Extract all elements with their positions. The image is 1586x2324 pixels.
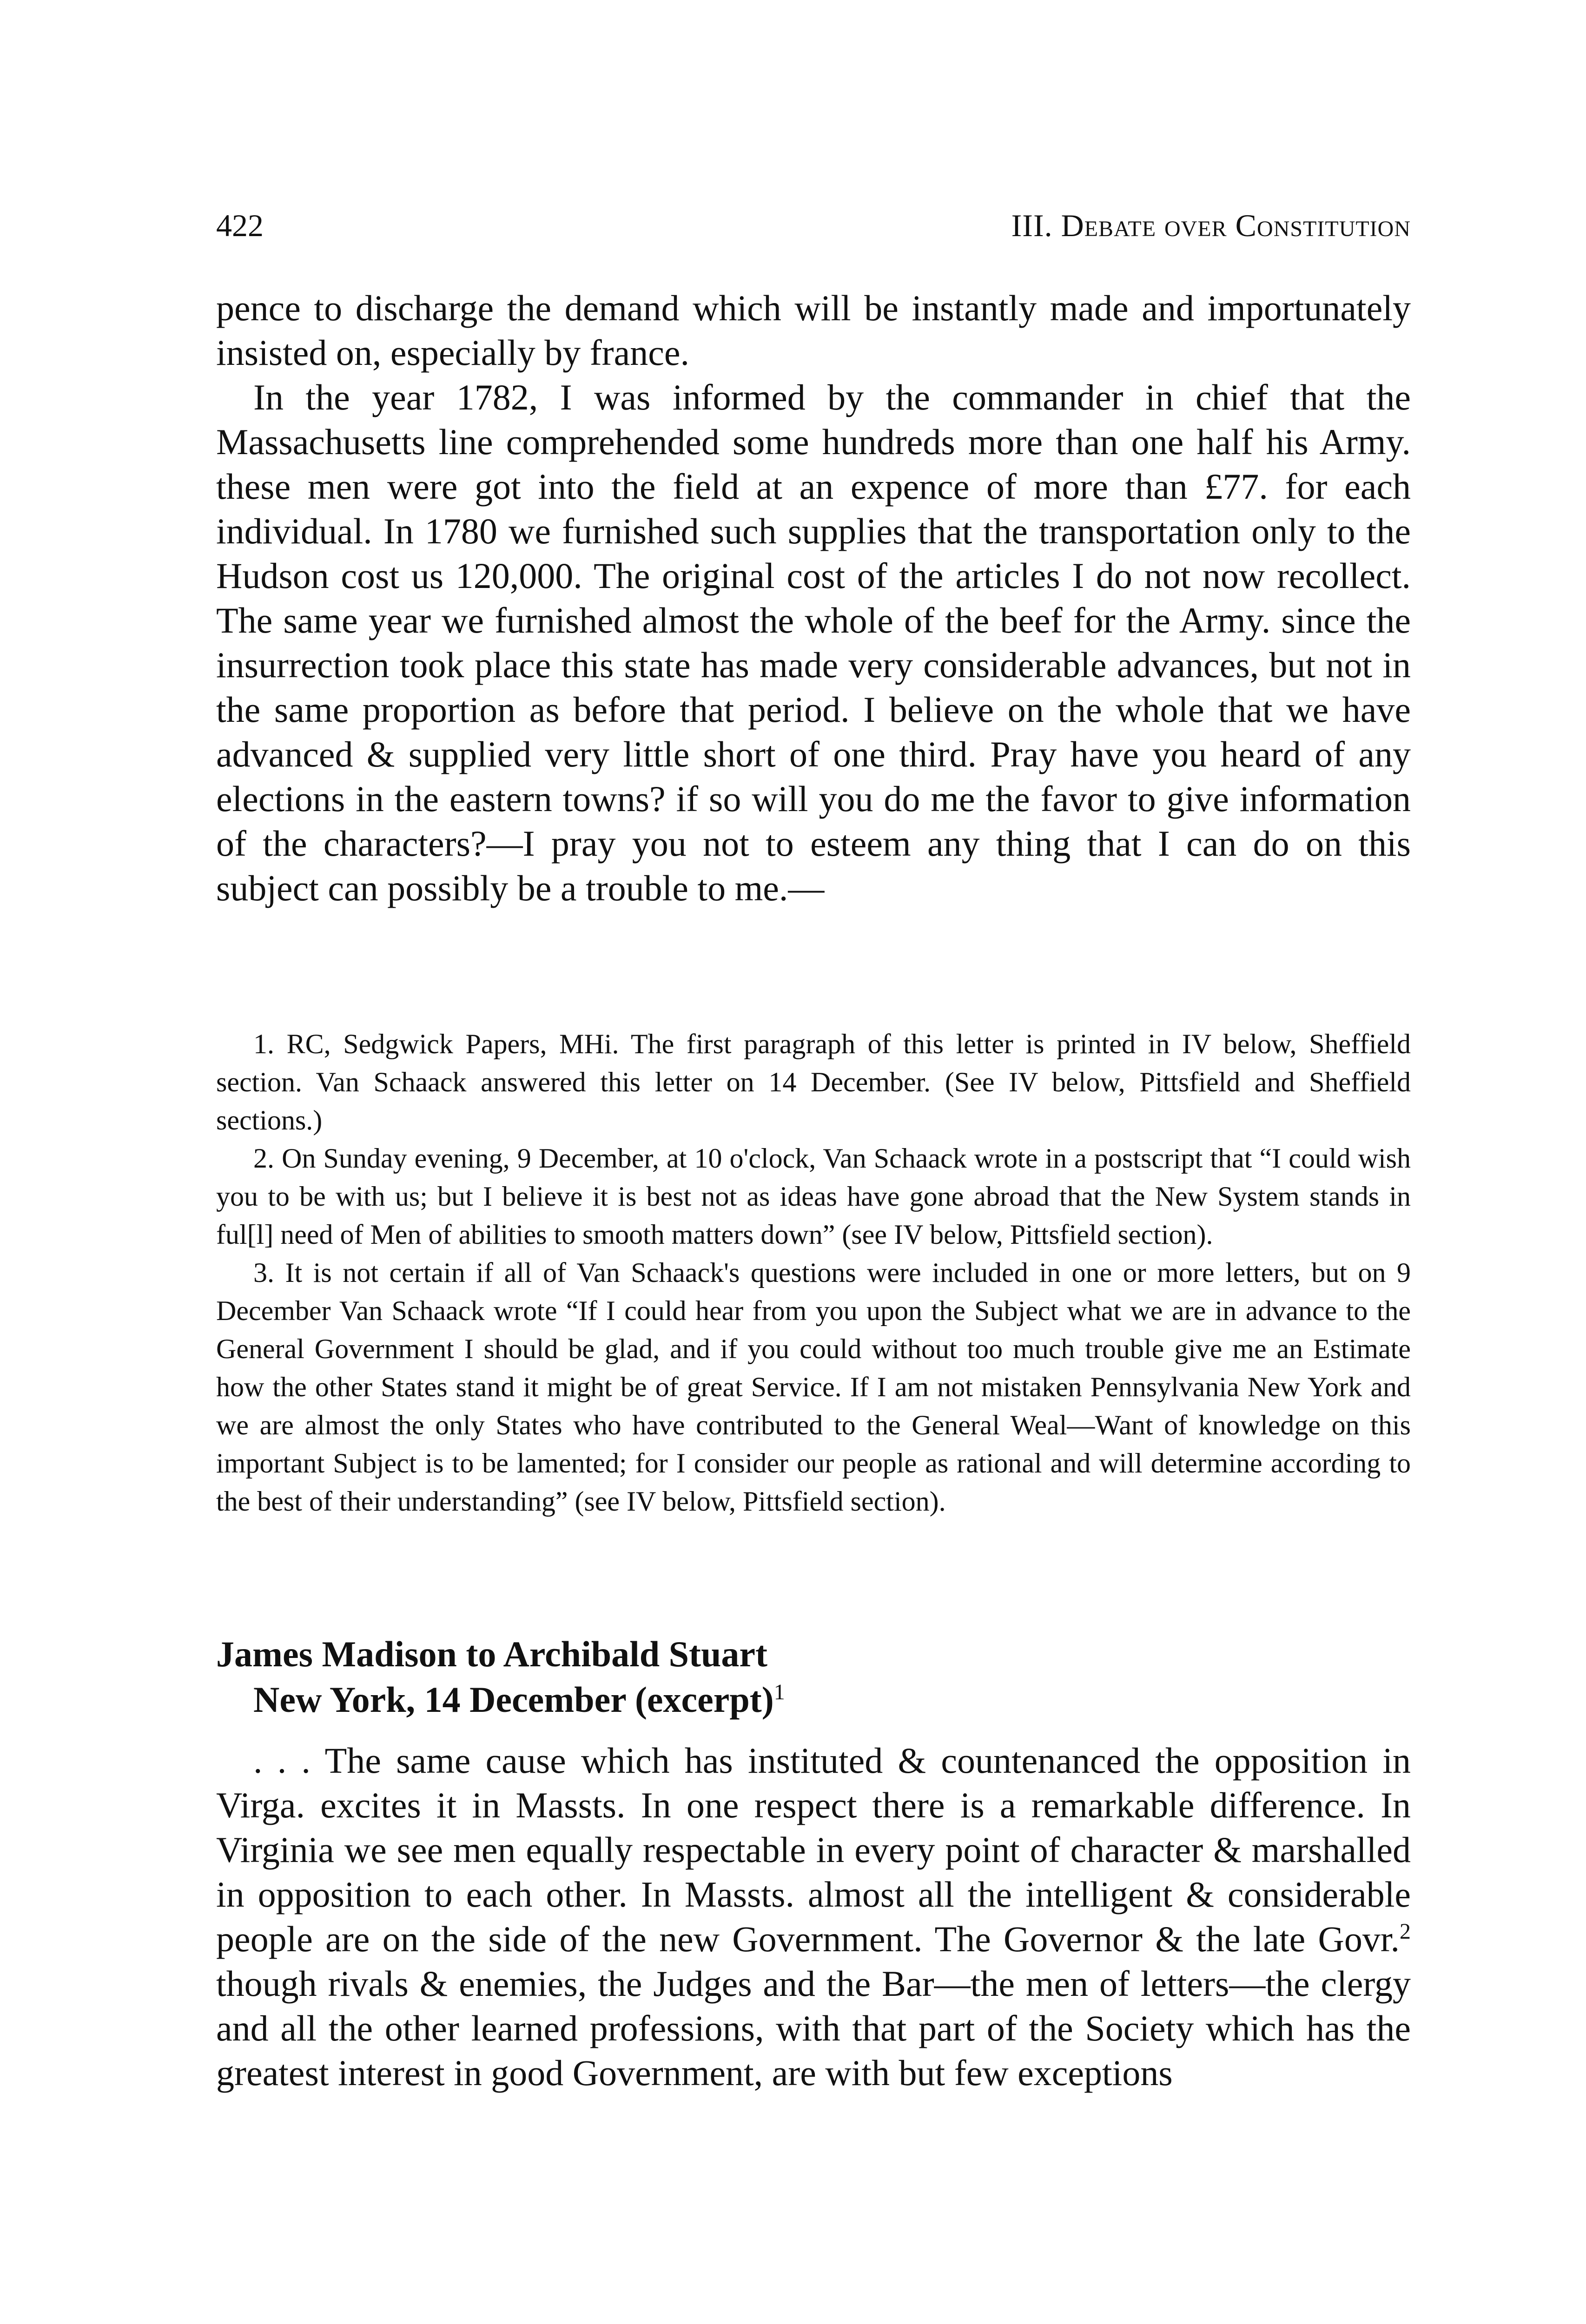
letter-paragraph-2: In the year 1782, I was informed by the commander in chief that the Massachusetts line comprehended some hundreds more than one half his Army. these men were got into the field at an expence of more than £77. for each individual. In 1780 we furnished such supplies that the transportation only to the Hudson cost us 120,000. The original cost of the articles I do not now recollect. The same year we furnished almost the whole of the beef for the Army. since the insurrection took place this state has made very considerable advances, but not in the same proportion as before that period. I believe on the whole that we have advanced & supplied very little short of one third. Pray have you heard of any elections in the eastern towns? if so will you do me the favor to give information of the characters?—I pray you not to esteem any thing that I can do on this subject can possibly be a trouble to me.— [216,377,1411,908]
footnote-1: 1. RC, Sedgwick Papers, MHi. The first paragraph of this letter is printed in IV below, Sheffield section. Van Schaack answered this letter on 14 December. (See IV below, Pittsfield and Sheffield sections.) [216,1029,1411,1136]
page-number: 422 [216,208,264,243]
footnotes [216,1025,1411,1520]
letter-body [216,286,1411,911]
document-dateline: New York, 14 December (excerpt)$^1$ [253,1679,785,1720]
document-title: James Madison to Archibald Stuart [216,1634,767,1674]
footnote-3: 3. It is not certain if all of Van Schaack's questions were included in one or more letters, but on 9 December Van Schaack wrote “If I could hear from you upon the Subject what we are in advance to the General Government I should be glad, and if you could without too much trouble give me an Estimate how the other States stand it might be of great Service. If I am not mistaken Pennsylvania New York and we are almost the only States who have contributed to the General Weal—Want of knowledge on this important Subject is to be lamented; for I consider our people as rational and will determine according to the best of their understanding” (see IV below, Pittsfield section). [216,1257,1411,1517]
madison-text-part-1: . . . The same cause which has instituted & countenanced the opposition in Virga. excites it in Massts. In one respect there is a remarkable difference. In Virginia we see men equally respectable in every point of character & marshalled in opposition to each other. In Massts. almost all the intelligent & considerable people are on the side of the new Government. The Governor & the late Govr. [216,1740,1411,1959]
madison-paragraph [216,1738,1411,2095]
madison-text-part-2: though rivals & enemies, the Judges and the Bar—the men of letters—the clergy and all the other learned professions, with that part of the Society which has the greatest interest in good Government, are with but few exceptions [216,1963,1411,2093]
running-head [1011,207,1411,244]
running-head-part-number: III. [1011,208,1053,243]
document-heading [216,1631,1411,1723]
running-head-title: Debate over Constitution [1061,208,1411,243]
letter-paragraph-1: pence to discharge the demand which will be instantly made and importunately insisted on, especially by france. [216,288,1411,373]
madison-note-marker: 2 [1400,1919,1411,1944]
madison-letter-body [216,1738,1411,2095]
footnote-2: 2. On Sunday evening, 9 December, at 10 o'clock, Van Schaack wrote in a postscript that “I could wish you to be with us; but I believe it is best not as ideas have gone abroad that the New System stands in ful[l] need of Men of abilities to smooth matters down” (see IV below, Pittsfield section). [216,1143,1411,1250]
heading-note-marker: 1 [773,1680,785,1704]
page-header [216,207,1411,244]
